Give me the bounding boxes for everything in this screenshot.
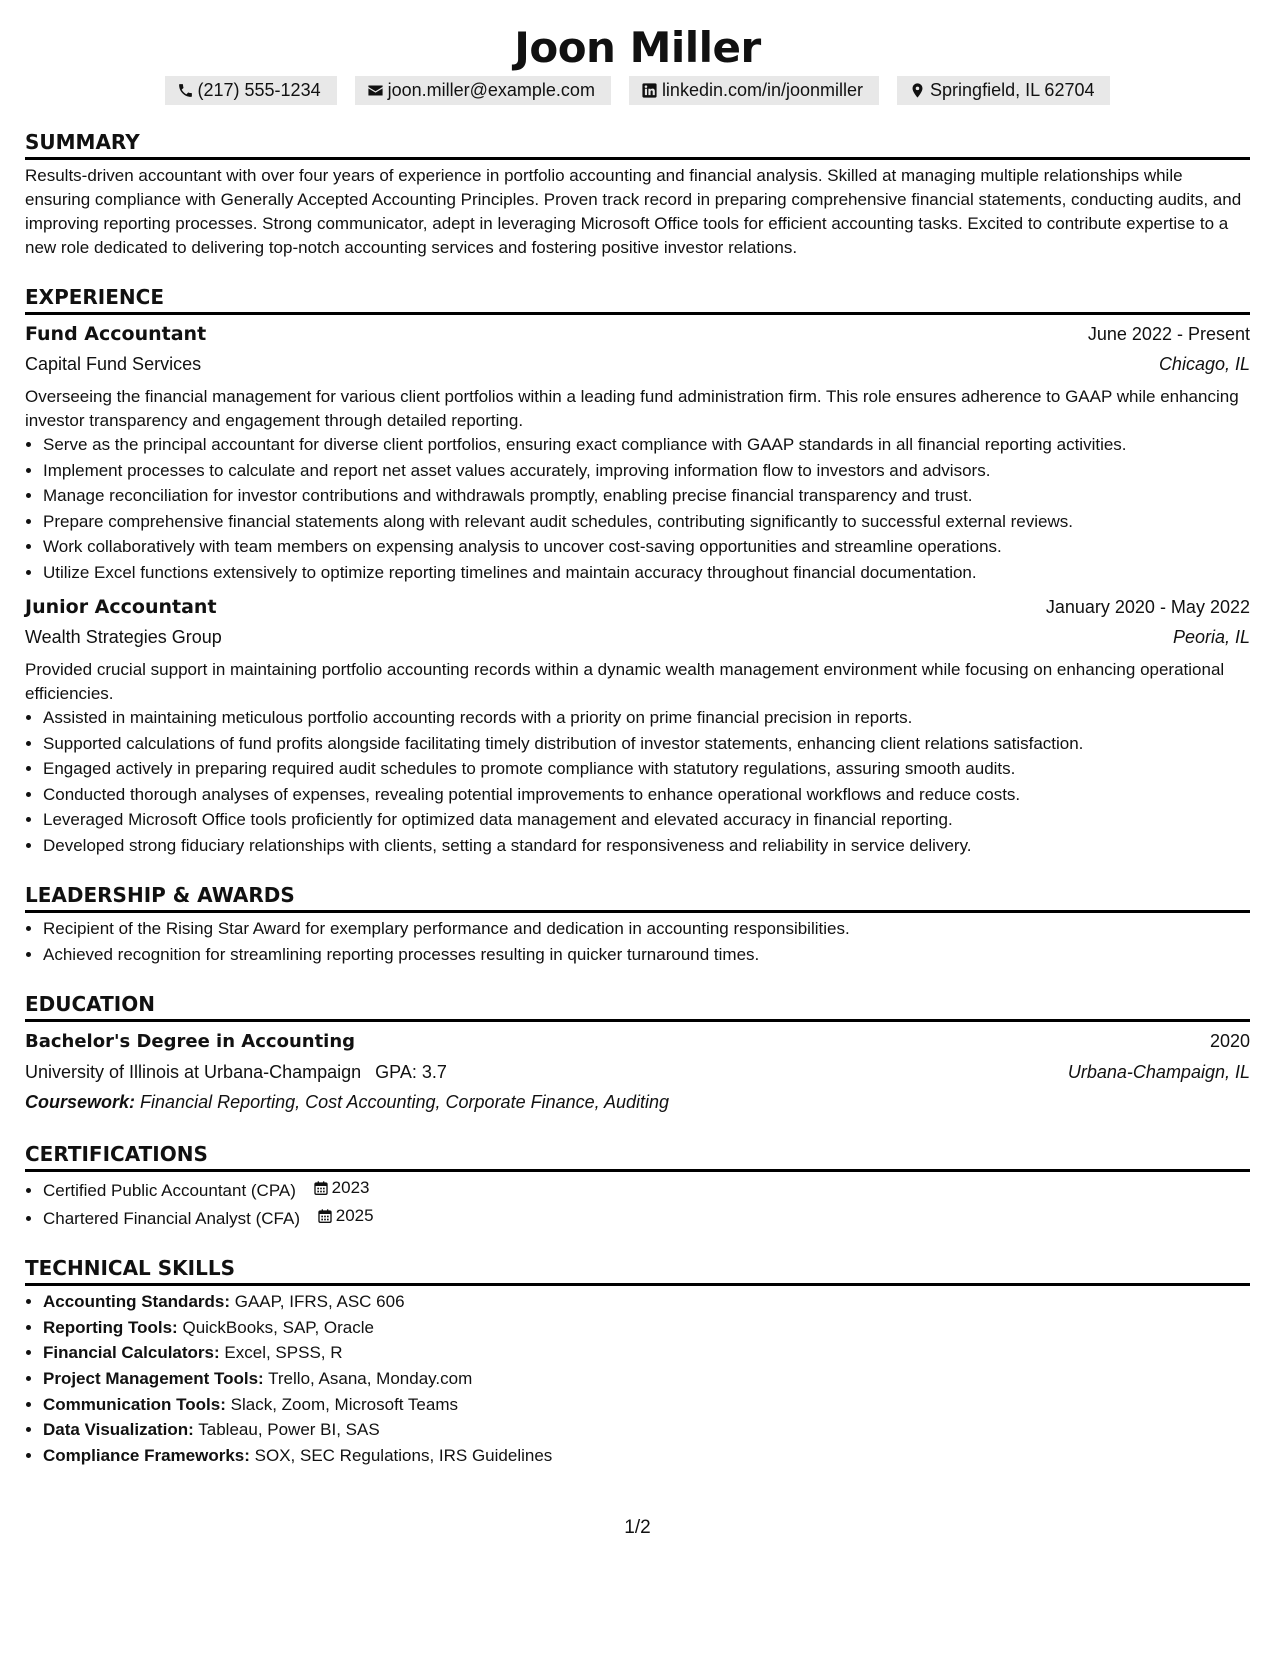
education-section [25, 989, 1250, 1117]
section-title: TECHNICAL SKILLS [25, 1253, 1250, 1286]
list-item: • Prepare comprehensive financial statements along with relevant audit schedules, contributing significantly to successful external reviews. [43, 510, 1250, 534]
skill-value: Excel, SPSS, R [224, 1343, 343, 1363]
experience-section [25, 282, 1250, 858]
section-title: EXPERIENCE [25, 282, 1250, 315]
contact-text: joon.miller@example.com [387, 80, 595, 100]
job-title: Fund Accountant [25, 323, 207, 345]
list-item: • Manage reconciliation for investor contributions and withdrawals promptly, enabling precise financial transparency and trust. [43, 484, 1250, 508]
skill-value: Tableau, Power BI, SAS [198, 1420, 380, 1440]
list-item: • Supported calculations of fund profits alongside facilitating timely distribution of investor statements, enhancing client relations satisfaction. [43, 732, 1250, 756]
list-item: • Achieved recognition for streamlining reporting processes resulting in quicker turnaround times. [43, 943, 1250, 967]
skill-value: SOX, SEC Regulations, IRS Guidelines [254, 1445, 553, 1465]
skill-value: Slack, Zoom, Microsoft Teams [230, 1394, 458, 1414]
list-item [43, 1316, 1250, 1340]
list-item [43, 1418, 1250, 1442]
certifications-list [25, 1176, 1250, 1232]
job-location: Chicago, IL [1158, 354, 1250, 374]
school-name: University of Illinois at Urbana-Champaign [25, 1061, 362, 1082]
company-name: Wealth Strategies Group [25, 626, 222, 647]
certification-year: 2023 [331, 1177, 370, 1197]
certification-year: 2025 [335, 1206, 374, 1226]
list-item: • Assisted in maintaining meticulous portfolio accounting records with a priority on prime financial precision in reports. [43, 706, 1250, 730]
contact-email [355, 76, 611, 105]
contact-linkedin [629, 76, 879, 105]
resume-page [0, 24, 1275, 1674]
summary-text: Results-driven accountant with over four years of experience in portfolio accounting and financial analysis. Skilled at managing multiple relationships while ensuring compliance with Generally Accepted Accounting Principles. Proven track record in preparing comprehensive financial statements, conducting audits, and improving reporting processes. Strong communicator, adept in leveraging Microsoft Office tools for efficient accounting tasks. Excited to contribute expertise to a new role dedicated to delivering top-notch accounting services and fostering positive investor relations. [25, 166, 1242, 257]
certifications-section [25, 1139, 1250, 1232]
list-item: • Implement processes to calculate and report net asset values accurately, improving information flow to investors and advisors. [43, 459, 1250, 483]
coursework-label: Coursework: [25, 1091, 136, 1112]
list-item [43, 1204, 1250, 1231]
list-item: • Engaged actively in preparing required audit schedules to promote compliance with statutory regulations, assuring smooth audits. [43, 757, 1250, 781]
section-title: CERTIFICATIONS [25, 1139, 1250, 1172]
list-item: • Recipient of the Rising Star Award for exemplary performance and dedication in accounting responsibilities. [43, 917, 1250, 941]
contact-text: linkedin.com/in/joonmiller [661, 80, 864, 100]
list-item [43, 1341, 1250, 1365]
list-item: • Utilize Excel functions extensively to optimize reporting timelines and maintain accuracy throughout financial documentation. [43, 561, 1250, 585]
contact-phone [165, 76, 337, 105]
contact-location [897, 76, 1110, 105]
contact-text: (217) 555-1234 [197, 80, 321, 100]
list-item: • Serve as the principal accountant for diverse client portfolios, ensuring exact compliance with GAAP standards in all financial reporting activities. [43, 433, 1250, 457]
skill-value: QuickBooks, SAP, Oracle [182, 1317, 374, 1337]
job-entry [25, 592, 1250, 858]
certification-name: Chartered Financial Analyst (CFA) [43, 1209, 300, 1229]
list-item: • Work collaboratively with team members on expensing analysis to uncover cost-saving opportunities and streamline operations. [43, 535, 1250, 559]
list-item [43, 1290, 1250, 1314]
linkedin-icon [641, 82, 658, 99]
skill-value: GAAP, IFRS, ASC 606 [234, 1292, 405, 1312]
skill-label: Project Management Tools: [43, 1368, 264, 1388]
calendar-icon [317, 1208, 333, 1224]
skills-section [25, 1253, 1250, 1468]
job-description: Overseeing the financial management for various client portfolios within a leading fund administration firm. This role ensures adherence to GAAP while enhancing investor transparency and engagement through detailed reporting. [25, 387, 1239, 430]
skill-label: Communication Tools: [43, 1394, 226, 1414]
job-title: Junior Accountant [25, 595, 217, 618]
skill-label: Reporting Tools: [43, 1317, 178, 1337]
awards-list [25, 917, 1250, 967]
list-item [43, 1176, 1250, 1203]
list-item [43, 1367, 1250, 1391]
job-dates: June 2022 - Present [1087, 324, 1250, 344]
skill-label: Data Visualization: [43, 1420, 194, 1440]
school-location: Urbana-Champaign, IL [1067, 1061, 1250, 1082]
list-item [43, 1444, 1250, 1468]
phone-icon [177, 82, 194, 99]
job-description: Provided crucial support in maintaining portfolio accounting records within a dynamic wealth management environment while focusing on enhancing operational efficiencies. [25, 659, 1225, 703]
job-dates: January 2020 - May 2022 [1045, 596, 1250, 617]
envelope-icon [367, 82, 384, 99]
leadership-section [25, 880, 1250, 967]
job-bullets [25, 706, 1250, 858]
skill-label: Accounting Standards: [43, 1292, 231, 1312]
certification-name: Certified Public Accountant (CPA) [43, 1180, 296, 1200]
job-bullets [25, 433, 1250, 585]
summary-section [25, 127, 1250, 260]
graduation-year: 2020 [1209, 1030, 1250, 1051]
list-item: • Leveraged Microsoft Office tools proficiently for optimized data management and elevated accuracy in financial reporting. [43, 808, 1250, 832]
calendar-icon [313, 1180, 329, 1196]
contact-text: Springfield, IL 62704 [930, 80, 1095, 100]
list-item: • Conducted thorough analyses of expenses, revealing potential improvements to enhance operational workflows and reduce costs. [43, 783, 1250, 807]
skills-list [25, 1290, 1250, 1468]
job-entry [25, 319, 1250, 585]
candidate-name: Joon Miller [514, 23, 761, 72]
coursework [25, 1087, 1250, 1117]
map-pin-icon [909, 82, 926, 99]
coursework-list: Financial Reporting, Cost Accounting, Corporate Finance, Auditing [140, 1091, 669, 1112]
skill-label: Compliance Frameworks: [43, 1445, 250, 1465]
page-number: 1/2 [624, 1517, 651, 1538]
gpa: GPA: 3.7 [375, 1061, 447, 1082]
company-name: Capital Fund Services [25, 354, 202, 374]
list-item: • Developed strong fiduciary relationships with clients, setting a standard for responsiveness and reliability in service delivery. [43, 834, 1250, 858]
section-title: LEADERSHIP & AWARDS [25, 880, 1250, 913]
skill-label: Financial Calculators: [43, 1343, 220, 1363]
section-title: EDUCATION [25, 989, 1250, 1022]
degree-name: Bachelor's Degree in Accounting [25, 1030, 356, 1052]
skill-value: Trello, Asana, Monday.com [268, 1368, 473, 1388]
section-title: SUMMARY [25, 127, 1250, 160]
list-item [43, 1393, 1250, 1417]
job-location: Peoria, IL [1172, 626, 1250, 647]
contact-bar [25, 76, 1250, 105]
